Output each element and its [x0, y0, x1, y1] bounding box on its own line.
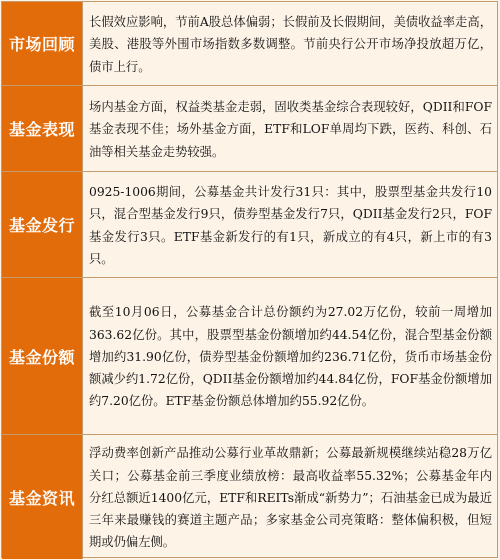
row-fund-performance	[2, 86, 497, 172]
row-content	[83, 435, 497, 559]
row-fund-news	[2, 435, 497, 559]
row-label: 市场回顾	[2, 2, 83, 85]
row-content	[83, 86, 497, 171]
row-text: 截至10月06日，公募基金合计总份额约为27.02万亿份，较前一周增加363.62亿份。其中，股票型基金份额增加约44.54亿份，混合型基金份额增加约31.90亿份，债券型基金份额增加约236.71亿份，货币市场基金份额减少约1.72亿份，QDII基金份额增加约44.84亿份，FOF基金份额增加约7.20亿份。ETF基金份额总体增加约55.92亿份。	[89, 305, 492, 409]
row-text: 浮动费率创新产品推动公募行业革故鼎新；公募最新规模继续站稳28万亿关口；公募基金前三季度业绩放榜：最高收益率55.32%；公募基金年内分红总额近1400亿元，ETF和REITs渐成“新势力”；石油基金已成为最近三年来最赚钱的赛道主题产品；多家基金公司亮策略：整体偏积极，但短期或仍偏左侧。	[89, 446, 492, 550]
row-text: 长假效应影响，节前A股总体偏弱；长假前及长假期间，美债收益率走高，美股、港股等外围市场指数多数调整。节前央行公开市场净投放超万亿，债市上行。	[89, 15, 492, 74]
row-label: 基金份额	[2, 278, 83, 434]
summary-table	[1, 1, 498, 558]
row-label: 基金资讯	[2, 435, 83, 559]
row-content	[83, 172, 497, 277]
row-fund-issuance	[2, 172, 497, 278]
row-content	[83, 2, 497, 85]
row-market-review	[2, 2, 497, 86]
row-label: 基金表现	[2, 86, 83, 171]
row-text: 0925-1006期间，公募基金共计发行31只：其中，股票型基金共发行10只，混合型基金发行9只，债券型基金发行7只，QDII基金发行2只，FOF基金发行3只。ETF基金新发行的有1只，新成立的有4只，新上市的有3只。	[89, 185, 492, 266]
row-fund-shares	[2, 278, 497, 435]
row-text: 场内基金方面，权益类基金走弱，固收类基金综合表现较好，QDII和FOF基金表现不佳；场外基金方面，ETF和LOF单周均下跌，医药、科创、石油等相关基金走势较强。	[89, 100, 492, 159]
row-content	[83, 278, 497, 434]
row-label: 基金发行	[2, 172, 83, 277]
